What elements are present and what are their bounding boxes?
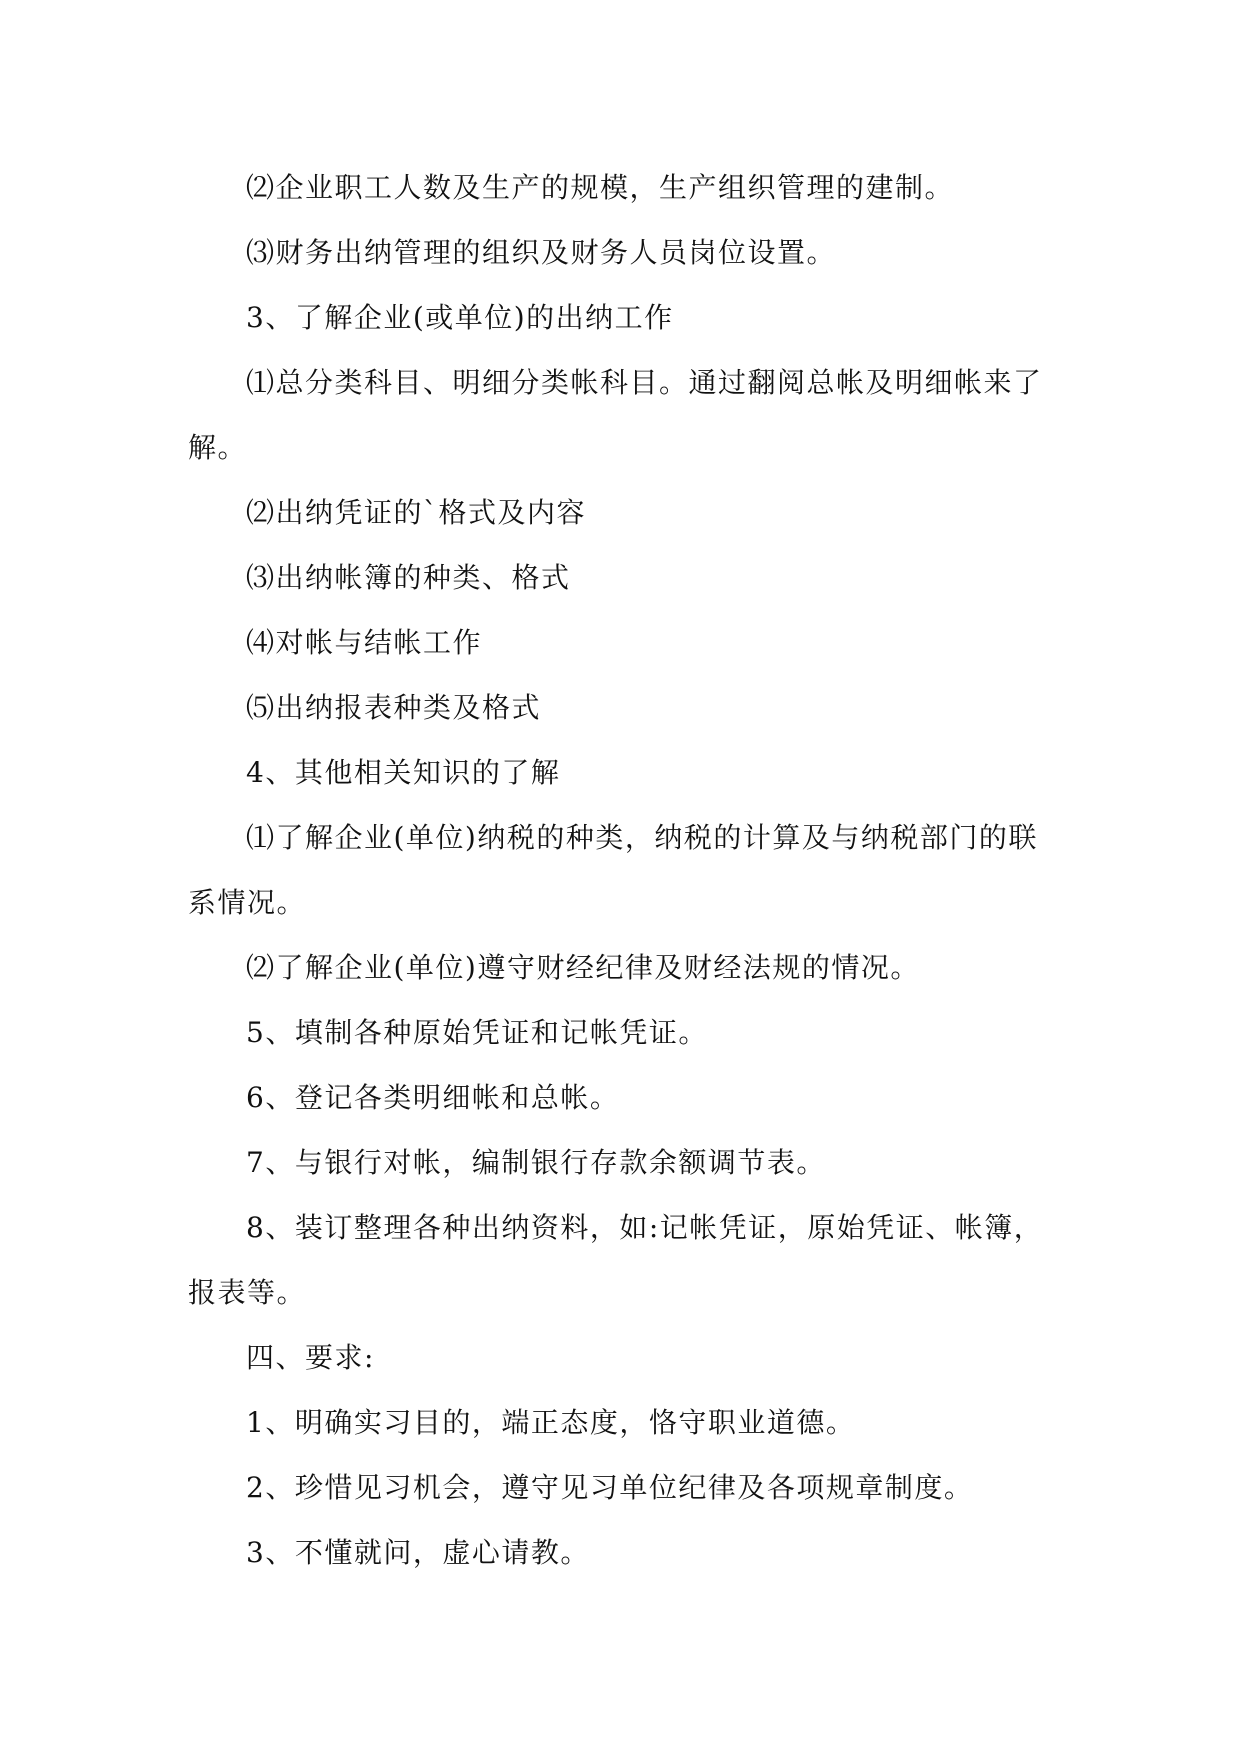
paragraph-item-1: ⑴总分类科目、明细分类帐科目。通过翻阅总帐及明细帐来了解。 [188,366,1043,464]
requirement-item-3: 3、不懂就问，虚心请教。 [246,1536,590,1569]
section-heading-3: 3、了解企业(或单位)的出纳工作 [246,301,674,334]
section-heading-6: 6、登记各类明细帐和总帐。 [246,1081,620,1114]
document-body [188,155,1058,1585]
requirement-item-1: 1、明确实习目的，端正态度，恪守职业道德。 [246,1406,856,1439]
paragraph-item-3: ⑶财务出纳管理的组织及财务人员岗位设置。 [246,236,837,269]
paragraph-item-3: ⑶出纳帐簿的种类、格式 [246,561,571,594]
paragraph-item-2: ⑵企业职工人数及生产的规模，生产组织管理的建制。 [246,171,955,204]
section-heading-7: 7、与银行对帐，编制银行存款余额调节表。 [246,1146,826,1179]
paragraph-item-2: ⑵了解企业(单位)遵守财经纪律及财经法规的情况。 [246,951,920,984]
paragraph-item-5: ⑸出纳报表种类及格式 [246,691,542,724]
section-heading-4: 4、其他相关知识的了解 [246,756,561,789]
section-heading-requirements: 四、要求: [246,1341,375,1374]
paragraph-item-1: ⑴了解企业(单位)纳税的种类，纳税的计算及与纳税部门的联系情况。 [188,821,1038,919]
requirement-item-2: 2、珍惜见习机会，遵守见习单位纪律及各项规章制度。 [246,1471,974,1504]
paragraph-item-2: ⑵出纳凭证的`格式及内容 [246,496,587,529]
section-heading-5: 5、填制各种原始凭证和记帐凭证。 [246,1016,708,1049]
section-heading-8: 8、装订整理各种出纳资料，如:记帐凭证，原始凭证、帐簿，报表等。 [188,1211,1044,1309]
paragraph-item-4: ⑷对帐与结帐工作 [246,626,483,659]
